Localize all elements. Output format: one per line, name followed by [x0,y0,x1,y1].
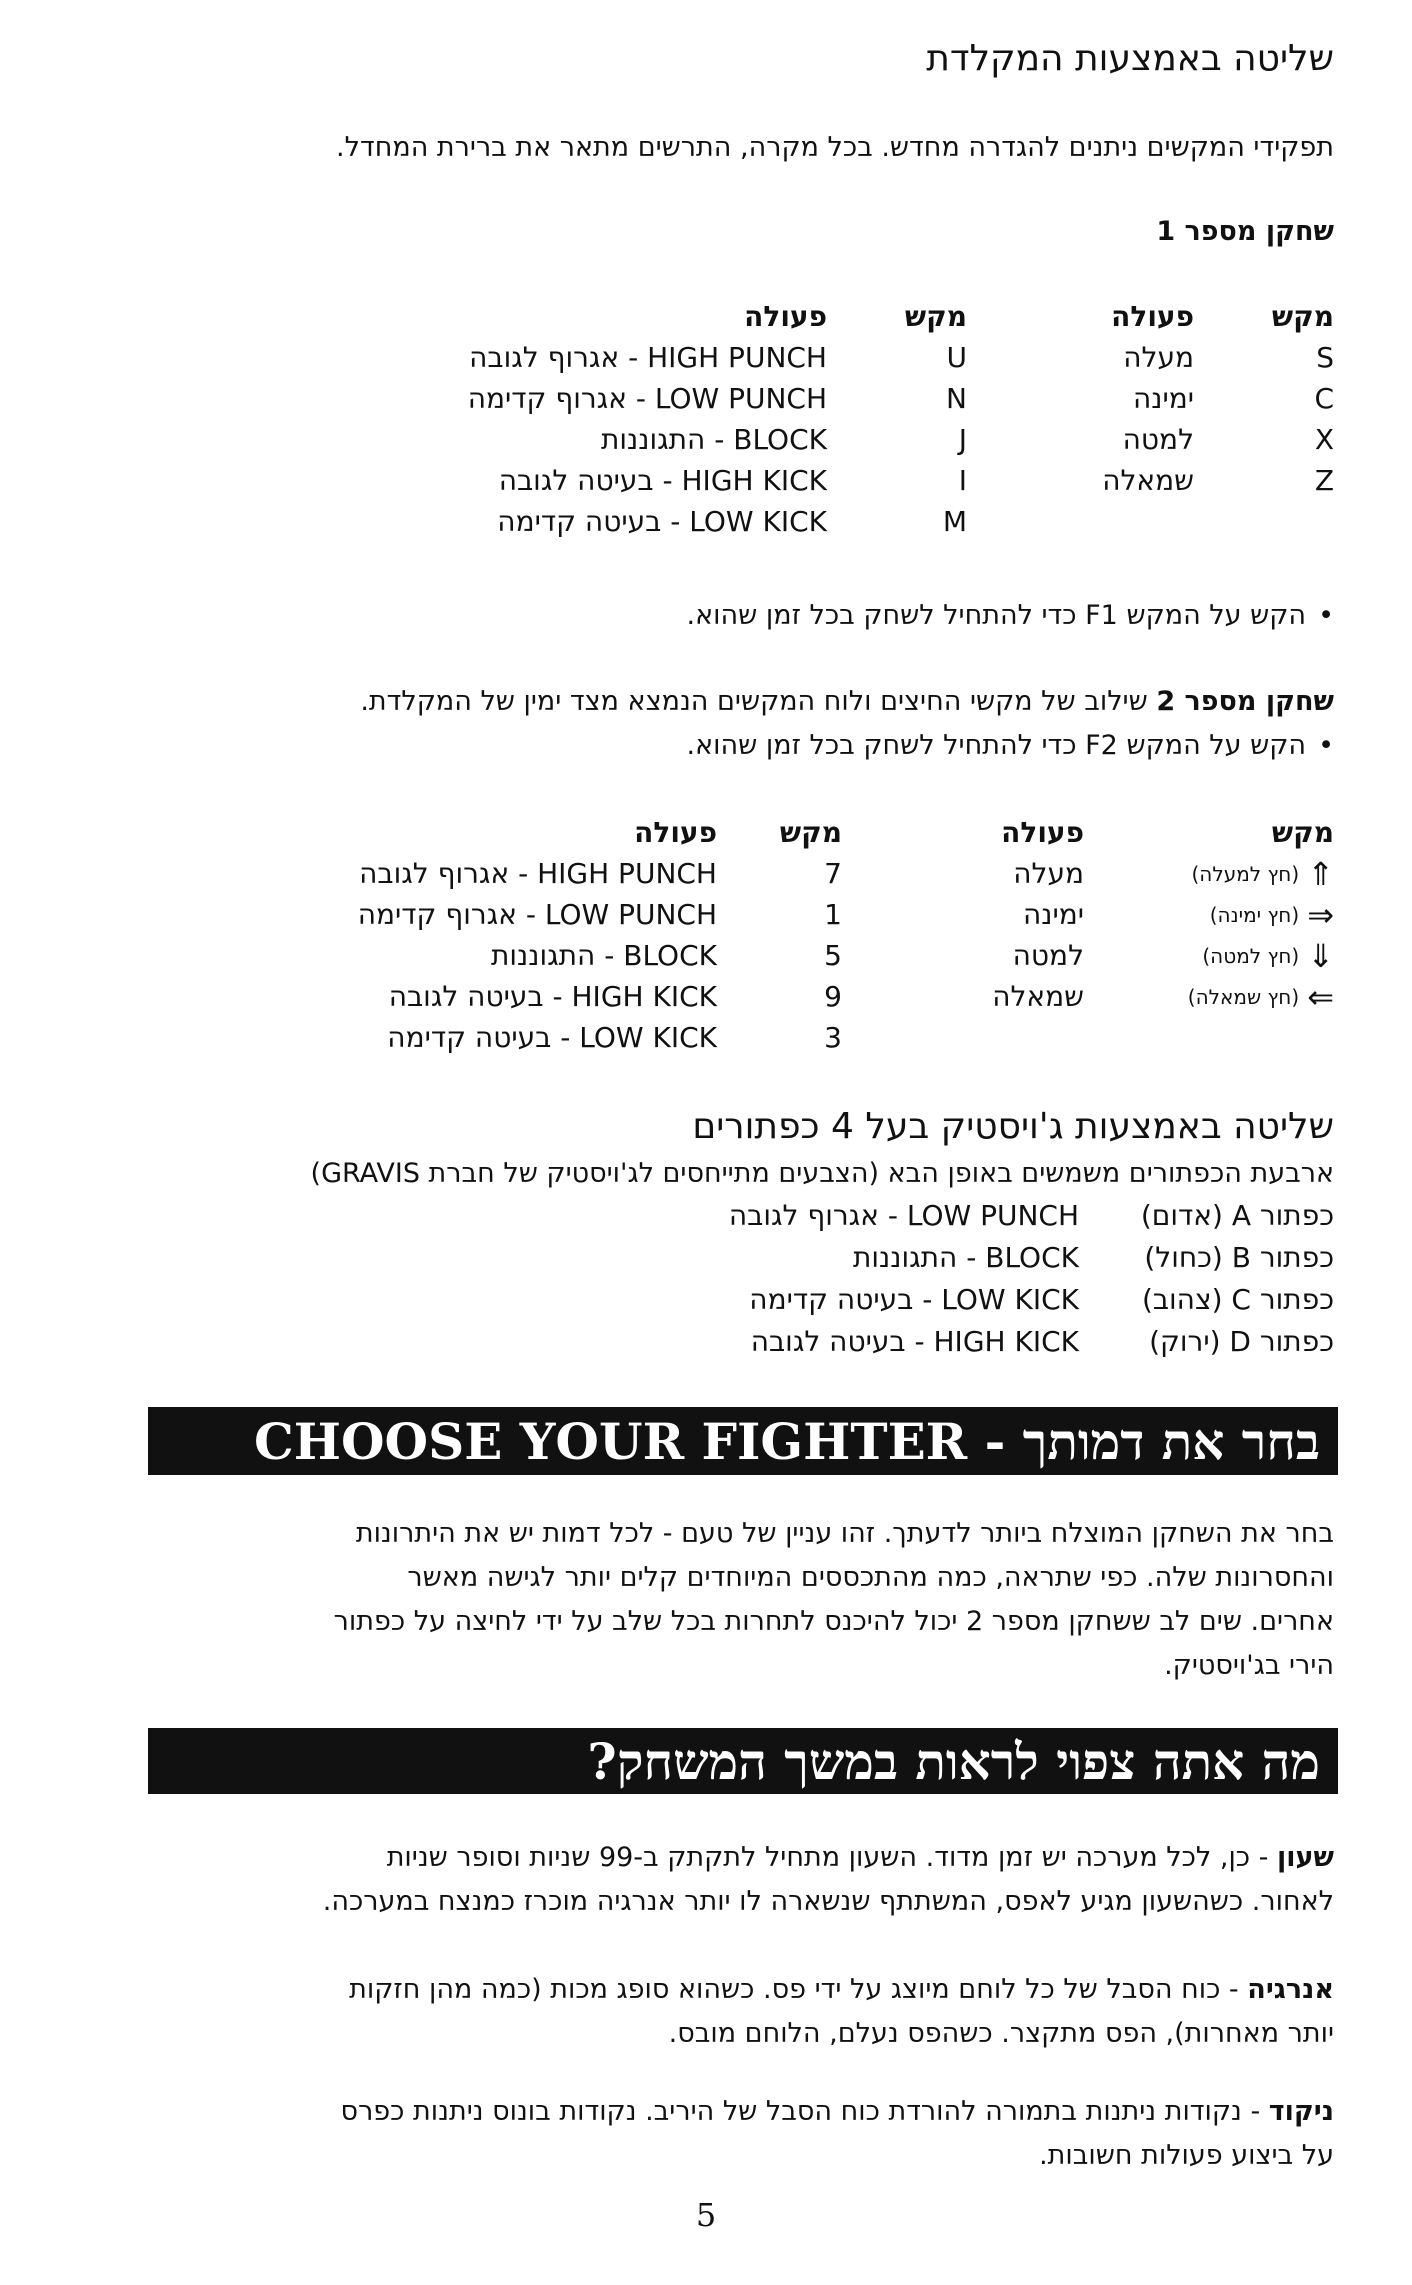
key-cell [1084,977,1334,1016]
expect-item-energy [124,1968,1334,2056]
expect-item-clock [124,1836,1334,1924]
action-cell: מעלה [1123,341,1194,374]
expect-item-score [124,2090,1334,2178]
action-cell: BLOCK - התגוננות [601,423,827,456]
table-row [358,935,842,976]
col-action-header: פעולה [1111,300,1194,333]
table-header [992,812,1334,853]
arrow-hint: (חץ למעלה) [1191,861,1300,886]
paragraph-line: יותר מאחרות), הפס מתקצר. כשהפס נעלם, הלוחם מובס. [668,2018,1334,2049]
table-row [992,976,1334,1017]
paragraph-line: והחסרונות שלה. כפי שתראה, כמה מהתכססים המיוחדים קלים יותר לגישה מאשר [407,1562,1334,1593]
choose-fighter-banner: בחר את דמותך - CHOOSE YOUR FIGHTER [148,1407,1338,1475]
joystick-section-title: שליטה באמצעות ג'ויסטיק בעל 4 כפתורים [692,1106,1334,1147]
action-cell: LOW KICK - בעיטה קדימה [387,1021,717,1054]
col-key-header: מקש [779,816,842,849]
key-cell: U [946,341,967,374]
action-cell: מעלה [1013,857,1084,890]
arrow-right-icon: ⇒ [1307,895,1334,934]
key-cell: 5 [824,939,842,972]
arrow-up-icon: ⇑ [1307,854,1334,893]
table-row [358,894,842,935]
paragraph-line: לאחור. כשהשעון מגיע לאפס, המשתתף שנשארה לו יותר אנרגיה מוכרז כמנצח במערכה. [322,1886,1334,1917]
paragraph-line: - נקודות ניתנות בתמורה להורדת כוח הסבל של היריב. נקודות בונוס ניתנות כפרס [340,2096,1261,2127]
table-row [358,976,842,1017]
list-item [729,1278,1334,1320]
action-cell: LOW KICK - בעיטה קדימה [497,505,827,538]
key-cell: 3 [824,1021,842,1054]
paragraph-line: - כוח הסבל של כל לוחם מיוצג על ידי פס. כשהוא סופג מכות (כמה מהן חזקות [349,1974,1239,2005]
table-row [358,853,842,894]
action-cell: LOW PUNCH - אגרוף קדימה [357,898,717,931]
choose-fighter-text [124,1512,1334,1688]
player1-note: • הקש על המקש F1 כדי להתחיל לשחק בכל זמן שהוא. [687,594,1334,638]
term-label: שעון [1277,1842,1334,1873]
player1-title: שחקן מספר 1 [1156,216,1334,247]
action-cell: ימינה [1132,382,1194,415]
action-cell: HIGH KICK - בעיטה לגובה [498,464,827,497]
expect-banner: מה אתה צפוי לראות במשך המשחק? [148,1728,1338,1794]
button-action: LOW KICK - בעיטה קדימה [749,1282,1079,1316]
table-row [1102,378,1334,419]
button-label: כפתור C (צהוב) [1141,1282,1334,1316]
table-row [1102,337,1334,378]
arrow-hint: (חץ ימינה) [1209,902,1300,927]
action-cell: שמאלה [1102,464,1194,497]
action-cell: BLOCK - התגוננות [491,939,717,972]
button-label: כפתור B (כחול) [1144,1240,1334,1274]
key-cell: M [942,505,967,538]
joystick-intro: ארבעת הכפתורים משמשים באופן הבא (הצבעים מתייחסים לג'ויסטיק של חברת GRAVIS) [310,1158,1334,1189]
paragraph-line: בחר את השחקן המוצלח ביותר לדעתך. זהו עניין של טעם - לכל דמות יש את היתרונות [355,1518,1334,1549]
term-label: ניקוד [1268,2096,1334,2127]
key-cell: C [1314,382,1334,415]
player2-moves-table [992,812,1334,1017]
arrow-left-icon: ⇐ [1307,977,1334,1016]
table-row [468,419,967,460]
player2-title: שחקן מספר 2 [1156,686,1334,717]
keyboard-section-title: שליטה באמצעות המקלדת [926,38,1334,79]
button-action: BLOCK - התגוננות [853,1240,1079,1274]
key-cell: 1 [824,898,842,931]
table-row [468,460,967,501]
player1-attacks-table [468,296,967,542]
list-item [729,1236,1334,1278]
arrow-hint: (חץ שמאלה) [1187,984,1300,1009]
button-label: כפתור A (אדום) [1140,1198,1334,1232]
action-cell: HIGH PUNCH - אגרוף לגובה [469,341,827,374]
player2-attacks-table [358,812,842,1058]
action-cell: HIGH PUNCH - אגרוף לגובה [359,857,717,890]
action-cell: שמאלה [992,980,1084,1013]
arrow-down-icon: ⇓ [1307,936,1334,975]
paragraph-line: - כן, לכל מערכה יש זמן מדוד. השעון מתחיל לתקתק ב-99 שניות וסופר שניות [386,1842,1269,1873]
table-header [468,296,967,337]
col-action-header: פעולה [1001,816,1084,849]
key-cell [1084,895,1334,934]
list-item [729,1194,1334,1236]
col-action-header: פעולה [634,816,717,849]
key-cell: J [958,423,967,456]
player2-intro [360,680,1334,724]
action-cell: למטה [1122,423,1194,456]
term-label: אנרגיה [1247,1974,1334,2005]
player2-note: • הקש על המקש F2 כדי להתחיל לשחק בכל זמן שהוא. [687,724,1334,768]
key-cell: X [1314,423,1334,456]
paragraph-line: אחרים. שים לב ששחקן מספר 2 יכול להיכנס לתחרות בכל שלב על ידי לחיצה על כפתור [333,1606,1334,1637]
joystick-buttons-list [729,1194,1334,1362]
col-action-header: פעולה [744,300,827,333]
table-header [1102,296,1334,337]
key-cell [1084,936,1334,975]
table-row [992,894,1334,935]
table-row [992,935,1334,976]
key-cell: I [958,464,967,497]
table-header [358,812,842,853]
button-action: LOW PUNCH - אגרוף לגובה [728,1198,1079,1232]
player2-intro-text: שילוב של מקשי החיצים ולוח המקשים הנמצא מצד ימין של המקלדת. [360,686,1148,717]
key-cell: Z [1314,464,1334,497]
button-label: כפתור D (ירוק) [1149,1324,1334,1358]
key-cell: 7 [824,857,842,890]
list-item [729,1320,1334,1362]
paragraph-line: על ביצוע פעולות חשובות. [1039,2140,1334,2171]
col-key-header: מקש [904,300,967,333]
table-row [992,853,1334,894]
col-key-header: מקש [1271,300,1334,333]
table-row [1102,460,1334,501]
table-row [468,337,967,378]
action-cell: למטה [1012,939,1084,972]
table-row [468,378,967,419]
page-number: 5 [695,2196,717,2234]
action-cell: HIGH KICK - בעיטה לגובה [388,980,717,1013]
table-row [1102,419,1334,460]
key-cell: N [946,382,967,415]
table-row [468,501,967,542]
arrow-hint: (חץ למטה) [1202,943,1300,968]
key-cell: 9 [824,980,842,1013]
action-cell: ימינה [1022,898,1084,931]
paragraph-line: הירי בג'ויסטיק. [1164,1650,1334,1681]
key-cell [1084,854,1334,893]
player1-moves-table [1102,296,1334,501]
col-key-header: מקש [1271,816,1334,849]
action-cell: LOW PUNCH - אגרוף קדימה [467,382,827,415]
key-cell: S [1316,341,1334,374]
table-row [358,1017,842,1058]
button-action: HIGH KICK - בעיטה לגובה [750,1324,1079,1358]
keyboard-intro: תפקידי המקשים ניתנים להגדרה מחדש. בכל מקרה, התרשים מתאר את ברירת המחדל. [336,132,1334,163]
